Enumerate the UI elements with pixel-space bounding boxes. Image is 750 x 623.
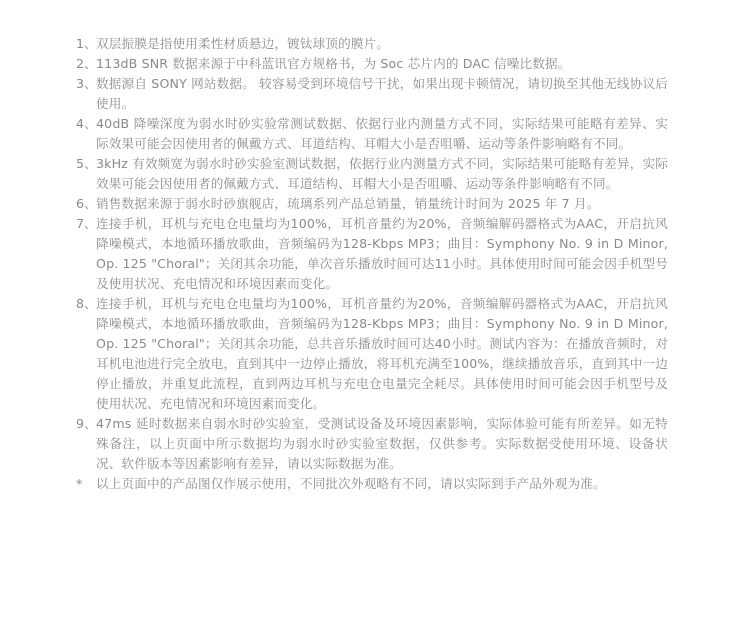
footnote-8 bbox=[0, 294, 750, 414]
footnote-text: 连接手机，耳机与充电仓电量均为100%，耳机音量约为20%，音频编解码器格式为AAC，开启抗风降噪模式，本地循环播放歌曲，音频编码为128-Kbps MP3；曲目：Symphony No. 9 in D Minor, Op. 125 "Choral"；关闭其余功能，总共音乐播放时间可达40小时。测试内容为：在播放音频时，对耳机电池进行完全放电，直到其中一边停止播放，将耳机充满至100%，继续播放音乐，直到其中一边停止播放，并重复此流程，直到两边耳机与充电仓电量完全耗尽。具体使用时间可能会因手机型号及使用状况、充电情况和环境因素而变化。 bbox=[96, 296, 668, 411]
footnote-3 bbox=[0, 74, 750, 114]
footnote-marker: 1、 bbox=[76, 36, 97, 51]
footnote-marker: 3、 bbox=[76, 76, 97, 91]
footnote-marker: * bbox=[76, 476, 83, 491]
footnote-text: 40dB 降噪深度为弱水时砂实验常测试数据、依据行业内测量方式不同，实际结果可能略有差异、实际效果可能会因使用者的佩戴方式、耳道结构、耳帽大小是否咀嚼、运动等条件影响略有不同。 bbox=[96, 116, 668, 151]
footnote-text: 销售数据来源于弱水时砂旗舰店，琉璃系列产品总销量，销量统计时间为 2025 年 7 月。 bbox=[96, 196, 600, 211]
footnote-marker: 2、 bbox=[76, 56, 97, 71]
footnote-1 bbox=[0, 34, 750, 54]
footnote-text: 47ms 延时数据来自弱水时砂实验室，受测试设备及环境因素影响，实际体验可能有所差异。如无特殊备注，以上页面中所示数据均为弱水时砂实验室数据，仅供参考。实际数据受使用环境、设备状况、软件版本等因素影响有差异，请以实际数据为准。 bbox=[96, 416, 668, 471]
footnote-marker: 7、 bbox=[76, 216, 97, 231]
footnote-4 bbox=[0, 114, 750, 154]
footnote-marker: 5、 bbox=[76, 156, 97, 171]
footnote-text: 双层振膜是指使用柔性材质悬边，镀钛球顶的膜片。 bbox=[96, 36, 390, 51]
footnote-marker: 8、 bbox=[76, 296, 97, 311]
footnote-text: 3kHz 有效频宽为弱水时砂实验室测试数据，依据行业内测量方式不同，实际结果可能略有差异，实际效果可能会因使用者的佩戴方式、耳道结构、耳帽大小是否咀嚼、运动等条件影响略有不同。 bbox=[96, 156, 668, 191]
footnote-6 bbox=[0, 194, 750, 214]
footnote-marker: 9、 bbox=[76, 416, 97, 431]
footnote-asterisk bbox=[0, 474, 750, 494]
footnote-text: 以上页面中的产品图仅作展示使用，不同批次外观略有不同，请以实际到手产品外观为准。 bbox=[96, 476, 606, 491]
footnote-marker: 6、 bbox=[76, 196, 97, 211]
footnote-text: 数据源自 SONY 网站数据。 较容易受到环境信号干扰，如果出现卡顿情况，请切换至其他无线协议后使用。 bbox=[96, 76, 668, 111]
footnote-text: 连接手机，耳机与充电仓电量均为100%，耳机音量约为20%，音频编解码器格式为AAC，开启抗风降噪模式，本地循环播放歌曲，音频编码为128-Kbps MP3；曲目：Symphony No. 9 in D Minor, Op. 125 "Choral"；关闭其余功能，单次音乐播放时间可达11小时。具体使用时间可能会因手机型号及使用状况、充电情况和环境因素而变化。 bbox=[96, 216, 668, 291]
footnote-2 bbox=[0, 54, 750, 74]
footnote-9 bbox=[0, 414, 750, 474]
footnotes-list bbox=[0, 34, 750, 494]
footnote-7 bbox=[0, 214, 750, 294]
footnote-5 bbox=[0, 154, 750, 194]
footnote-text: 113dB SNR 数据来源于中科蓝讯官方规格书，为 Soc 芯片内的 DAC 信噪比数据。 bbox=[96, 56, 571, 71]
footnote-marker: 4、 bbox=[76, 116, 97, 131]
